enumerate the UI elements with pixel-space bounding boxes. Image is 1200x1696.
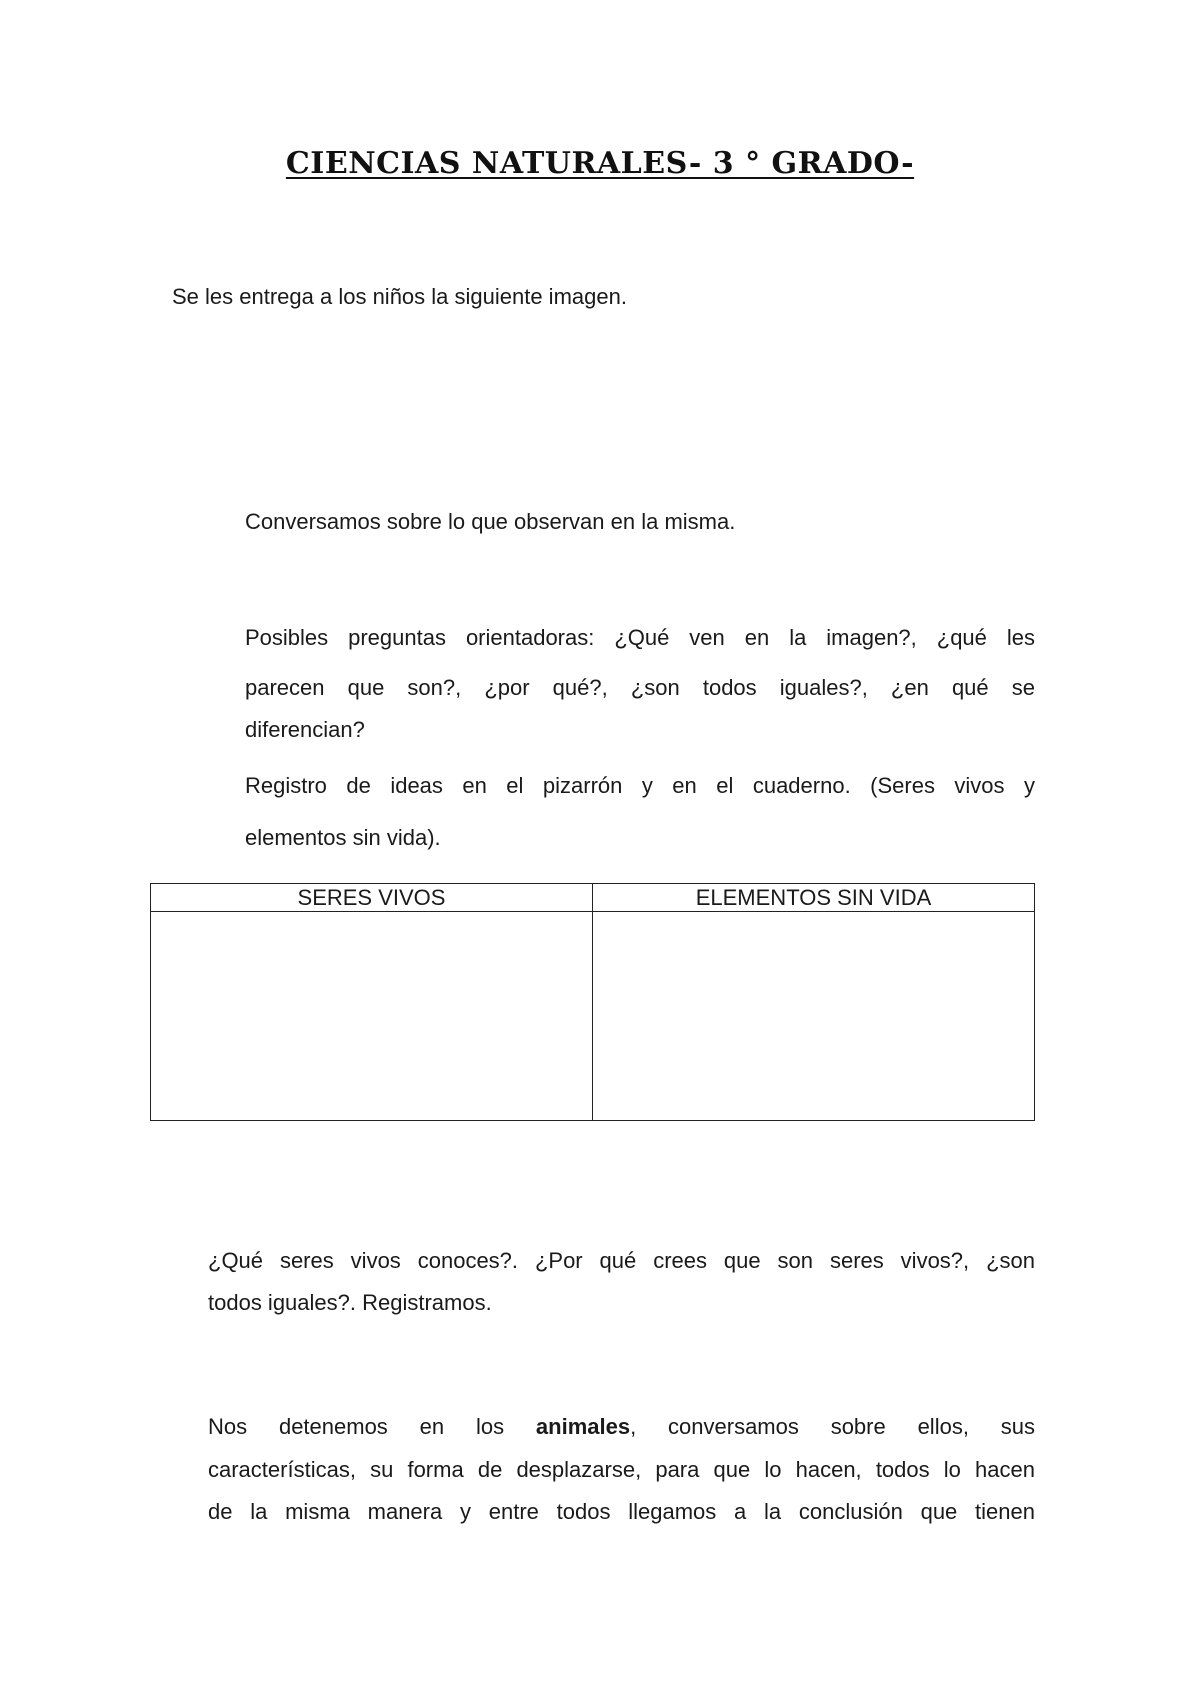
intro-paragraph: Se les entrega a los niños la siguiente imagen. [172,284,627,309]
seres-line: ¿Qué seres vivos conoces?. ¿Por qué crees que son seres vivos?, ¿son [208,1248,1035,1273]
seres-line: todos iguales?. Registramos. [208,1290,492,1315]
registro-line: elementos sin vida). [245,825,441,850]
animales-text: Nos detenemos en los [208,1414,505,1439]
animales-line: de la misma manera y entre todos llegamos a la conclusión que tienen [208,1499,1035,1524]
preguntas-line: parecen que son?, ¿por qué?, ¿son todos iguales?, ¿en qué se [245,675,1035,700]
animales-keyword: animales [535,1414,631,1439]
conversamos-paragraph: Conversamos sobre lo que observan en la misma. [245,509,736,534]
column-header-elementos-sin-vida: ELEMENTOS SIN VIDA [593,884,1035,912]
seres-vivos-cell [151,912,593,1121]
classification-table [150,883,1035,1121]
animales-line: características, su forma de desplazarse, para que lo hacen, todos lo hacen [208,1457,1035,1482]
preguntas-line: Posibles preguntas orientadoras: ¿Qué ven en la imagen?, ¿qué les [245,625,1035,650]
animales-line [208,1416,1035,1438]
animales-text: , conversamos sobre ellos, sus [630,1414,1035,1439]
document-title: CIENCIAS NATURALES- 3 ° GRADO- [285,146,915,181]
table-row [151,912,1035,1121]
table-header-row [151,884,1035,912]
column-header-seres-vivos: SERES VIVOS [151,884,593,912]
registro-line: Registro de ideas en el pizarrón y en el cuaderno. (Seres vivos y [245,773,1035,798]
preguntas-line: diferencian? [245,717,365,742]
elementos-sin-vida-cell [593,912,1035,1121]
